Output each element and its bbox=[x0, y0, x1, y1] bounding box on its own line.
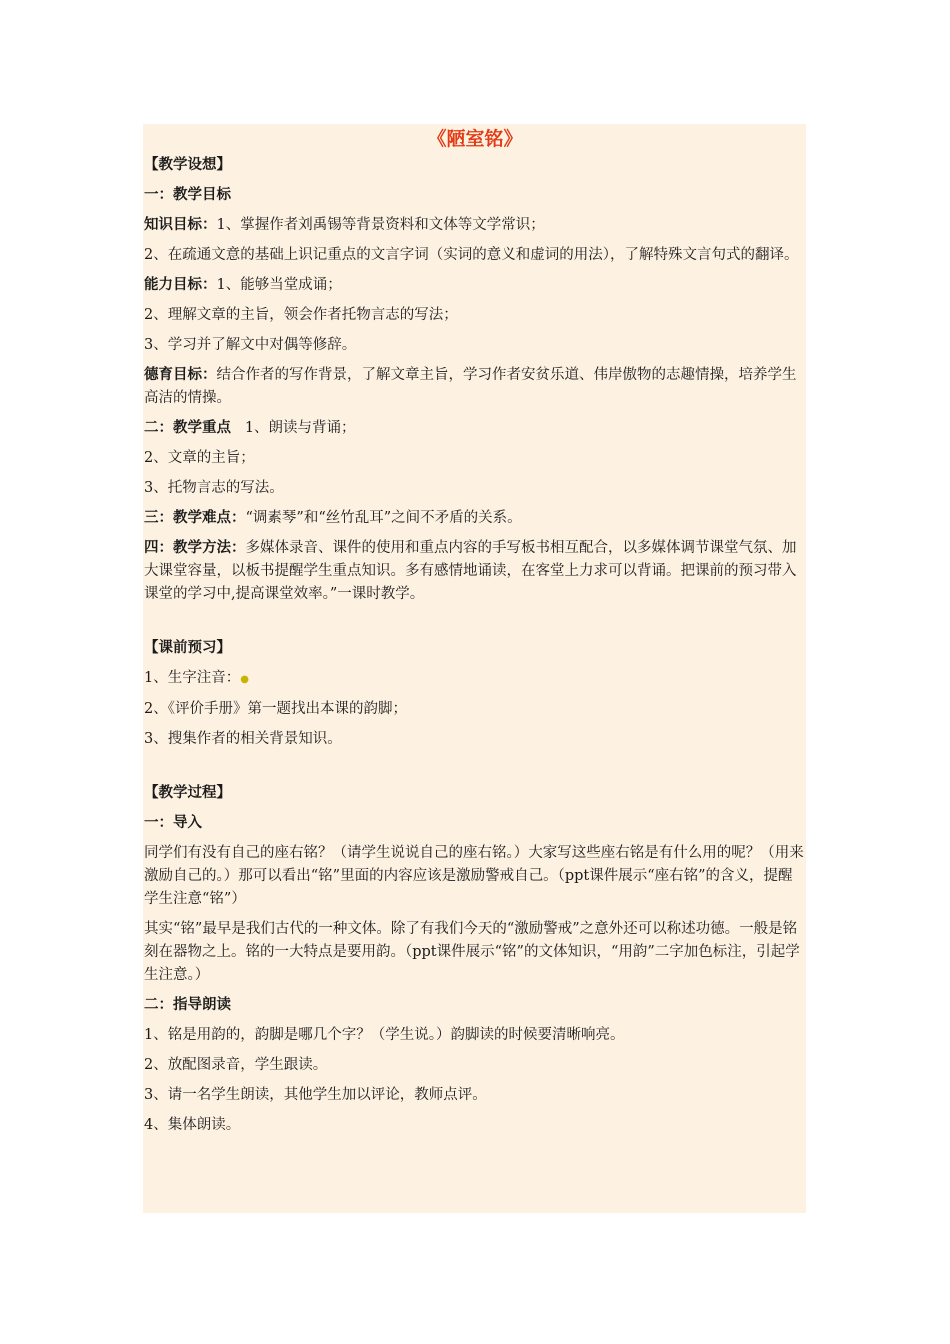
difficulty-label: 三：教学难点： bbox=[144, 510, 246, 526]
difficulty bbox=[144, 507, 806, 530]
section-heading-process: 【教学过程】 bbox=[144, 785, 231, 801]
section-heading-preview: 【课前预习】 bbox=[144, 640, 231, 656]
moral-goal bbox=[144, 364, 806, 410]
difficulty-text: “调素琴”和“丝竹乱耳”之间不矛盾的关系。 bbox=[245, 510, 522, 526]
method-label: 四：教学方法： bbox=[144, 540, 246, 556]
reading-item-2: 2、放配图录音，学生跟读。 bbox=[144, 1057, 328, 1073]
document-panel bbox=[143, 124, 806, 1213]
preview-text-1: 1、生字注音： bbox=[144, 670, 241, 686]
dot-mark: ● bbox=[240, 674, 249, 685]
intro-paragraph-2: 其实“铭”最早是我们古代的一种文体。除了有我们今天的“激励警戒”之意外还可以称述功德。一般是铭刻在器物之上。铭的一大特点是要用韵。（ppt课件展示“铭”的文体知识，“用韵”二字加色标注，引起学生注意。） bbox=[144, 921, 800, 983]
intro-paragraph-1: 同学们有没有自己的座右铭？（请学生说说自己的座右铭。）大家写这些座右铭是有什么用的呢？（用来激励自己的。）那可以看出“铭”里面的内容应该是激励警戒自己。（ppt课件展示“座右铭”的含义，提醒学生注意“铭”） bbox=[144, 845, 804, 907]
reading-item-3: 3、请一名学生朗读，其他学生加以评论，教师点评。 bbox=[144, 1087, 487, 1103]
moral-label: 德育目标： bbox=[144, 367, 217, 383]
knowledge-text-1: 1、掌握作者刘禹锡等背景资料和文体等文学常识； bbox=[216, 217, 545, 233]
ability-goal-2: 2、理解文章的主旨，领会作者托物言志的写法； bbox=[144, 307, 458, 323]
ability-text-1: 1、能够当堂成诵； bbox=[216, 277, 342, 293]
key-point-3: 3、托物言志的写法。 bbox=[144, 480, 284, 496]
key-label: 二：教学重点 bbox=[144, 420, 231, 436]
method-text: 多媒体录音、课件的使用和重点内容的手写板书相互配合，以多媒体调节课堂气氛、加大课堂容量，以板书提醒学生重点知识。多有感情地诵读，在客堂上力求可以背诵。把课前的预习带入课堂的学习中,提高课堂效率。”一课时教学。 bbox=[144, 540, 797, 602]
knowledge-label: 知识目标： bbox=[144, 217, 217, 233]
section-heading-design: 【教学设想】 bbox=[144, 157, 231, 173]
key-point-1 bbox=[144, 417, 806, 440]
reading-heading: 二：指导朗读 bbox=[144, 997, 231, 1013]
knowledge-goal-1 bbox=[144, 214, 806, 237]
ability-goal-3: 3、学习并了解文中对偶等修辞。 bbox=[144, 337, 357, 353]
preview-item-1 bbox=[144, 667, 806, 691]
ability-goal-1 bbox=[144, 274, 806, 297]
preview-item-3: 3、搜集作者的相关背景知识。 bbox=[144, 731, 342, 747]
spacer bbox=[144, 758, 806, 782]
key-point-2: 2、文章的主旨； bbox=[144, 450, 255, 466]
goals-heading: 一：教学目标 bbox=[144, 187, 231, 203]
knowledge-goal-2: 2、在疏通文意的基础上识记重点的文言字词（实词的意义和虚词的用法），了解特殊文言句式的翻译。 bbox=[144, 247, 799, 263]
method bbox=[144, 537, 806, 606]
reading-item-1: 1、铭是用韵的，韵脚是哪几个字？（学生说。）韵脚读的时候要清晰响亮。 bbox=[144, 1027, 625, 1043]
document-title: 《陋室铭》 bbox=[427, 128, 523, 150]
ability-label: 能力目标： bbox=[144, 277, 217, 293]
preview-item-2: 2、《评价手册》第一题找出本课的韵脚； bbox=[144, 701, 407, 717]
spacer bbox=[144, 613, 806, 637]
reading-item-4: 4、集体朗读。 bbox=[144, 1117, 241, 1133]
intro-heading: 一：导入 bbox=[144, 815, 202, 831]
moral-text: 结合作者的写作背景，了解文章主旨，学习作者安贫乐道、伟岸傲物的志趣情操，培养学生高洁的情操。 bbox=[144, 367, 797, 406]
key-text-1: 1、朗读与背诵； bbox=[244, 420, 356, 436]
